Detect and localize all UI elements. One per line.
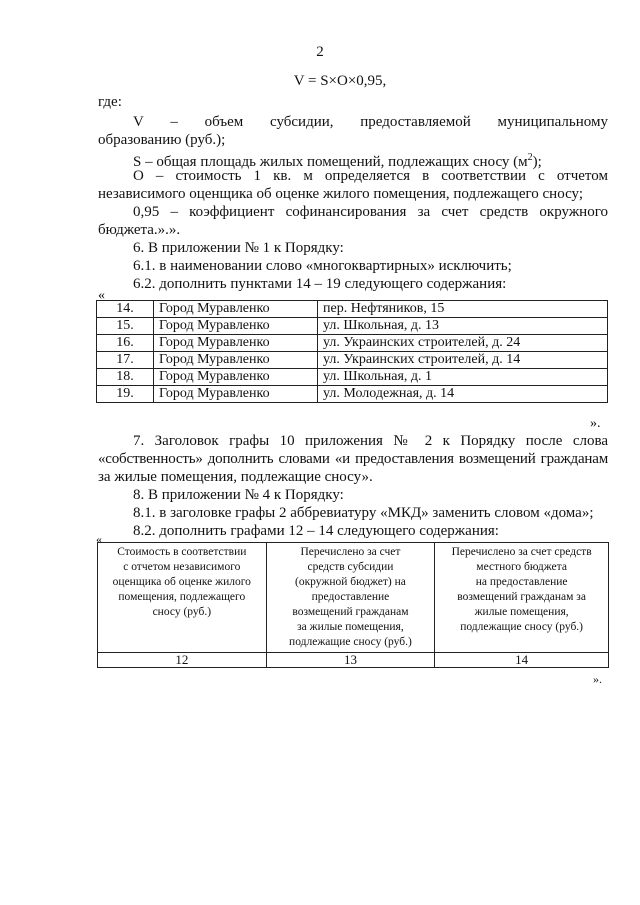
header-line: возмещений гражданам за bbox=[457, 591, 586, 603]
header-line: с отчетом независимого bbox=[123, 561, 241, 573]
page-number: 2 bbox=[316, 44, 324, 60]
header-line: местного бюджета bbox=[476, 561, 567, 573]
table-row bbox=[97, 335, 608, 352]
definition-o-line1: О – стоимость 1 кв. м определяется в соответствии с отчетом bbox=[133, 168, 608, 184]
definition-k-line2: бюджета.».». bbox=[98, 222, 181, 238]
row-address: ул. Школьная, д. 13 bbox=[318, 318, 608, 335]
item-7-line2: «собственность» дополнить словами «и предоставления возмещений гражданам bbox=[98, 451, 608, 467]
header-line: подлежащие сносу (руб.) bbox=[460, 621, 583, 633]
row-city: Город Муравленко bbox=[154, 352, 318, 369]
header-line: за жилые помещения, bbox=[297, 621, 404, 633]
row-address: пер. Нефтяников, 15 bbox=[318, 301, 608, 318]
definition-s-tail: ); bbox=[532, 154, 542, 170]
header-line: подлежащие сносу (руб.) bbox=[289, 636, 412, 648]
formula: V = S×O×0,95, bbox=[293, 73, 387, 89]
table-row bbox=[97, 352, 608, 369]
definition-v-line1: V – объем субсидии, предоставляемой муниципальному bbox=[133, 114, 608, 130]
quote-open-1: « bbox=[98, 288, 105, 303]
header-line: Стоимость в соответствии bbox=[117, 546, 247, 558]
item-7-line3: за жилые помещения, подлежащие сносу». bbox=[98, 469, 373, 485]
row-city: Город Муравленко bbox=[154, 369, 318, 386]
item-6-2: 6.2. дополнить пунктами 14 – 19 следующего содержания: bbox=[133, 276, 507, 292]
quote-open-2: « bbox=[96, 532, 102, 546]
column-14-header bbox=[435, 543, 609, 653]
table-header-row bbox=[98, 543, 609, 653]
row-number: 15. bbox=[97, 318, 154, 335]
row-number: 14. bbox=[97, 301, 154, 318]
item-7-line1: 7. Заголовок графы 10 приложения № 2 к Порядку после слова bbox=[133, 433, 608, 449]
header-line: оценщика об оценке жилого bbox=[112, 576, 251, 588]
header-line: Перечислено за счет средств bbox=[451, 546, 592, 558]
definition-k-line1: 0,95 – коэффициент софинансирования за счет средств окружного bbox=[133, 204, 608, 220]
row-city: Город Муравленко bbox=[154, 318, 318, 335]
item-8-2: 8.2. дополнить графами 12 – 14 следующего содержания: bbox=[133, 523, 499, 539]
row-number: 19. bbox=[97, 386, 154, 403]
row-number: 18. bbox=[97, 369, 154, 386]
header-line: на предоставление bbox=[475, 576, 568, 588]
item-8: 8. В приложении № 4 к Порядку: bbox=[133, 487, 344, 503]
table-row bbox=[97, 318, 608, 335]
definition-v-line2: образованию (руб.); bbox=[98, 132, 226, 148]
row-number: 17. bbox=[97, 352, 154, 369]
header-line: жилые помещения, bbox=[474, 606, 569, 618]
row-city: Город Муравленко bbox=[154, 386, 318, 403]
column-number: 13 bbox=[266, 653, 435, 668]
column-13-header bbox=[266, 543, 435, 653]
column-12-header bbox=[98, 543, 267, 653]
header-line: (окружной бюджет) на bbox=[295, 576, 406, 588]
row-address: ул. Школьная, д. 1 bbox=[318, 369, 608, 386]
header-line: средств субсидии bbox=[307, 561, 394, 573]
definition-s-superscript: 2 bbox=[527, 152, 533, 163]
header-line: помещения, подлежащего bbox=[118, 591, 246, 603]
row-city: Город Муравленко bbox=[154, 301, 318, 318]
row-address: ул. Молодежная, д. 14 bbox=[318, 386, 608, 403]
item-6-1: 6.1. в наименовании слово «многоквартирных» исключить; bbox=[133, 258, 512, 274]
definition-s-text: S – общая площадь жилых помещений, подлежащих сносу (м bbox=[133, 154, 528, 170]
item-8-1: 8.1. в заголовке графы 2 аббревиатуру «МКД» заменить словом «дома»; bbox=[133, 505, 594, 521]
table-row bbox=[97, 386, 608, 403]
header-line: сносу (руб.) bbox=[152, 606, 212, 618]
header-line: возмещений гражданам bbox=[292, 606, 409, 618]
column-number: 12 bbox=[98, 653, 267, 668]
row-address: ул. Украинских строителей, д. 14 bbox=[318, 352, 608, 369]
column-number: 14 bbox=[435, 653, 609, 668]
table-number-row bbox=[98, 653, 609, 668]
quote-close-2: ». bbox=[593, 672, 602, 686]
addresses-table bbox=[96, 300, 608, 403]
row-number: 16. bbox=[97, 335, 154, 352]
header-line: предоставление bbox=[311, 591, 390, 603]
item-6: 6. В приложении № 1 к Порядку: bbox=[133, 240, 344, 256]
where-label: где: bbox=[98, 94, 122, 110]
definition-o-line2: независимого оценщика об оценке жилого помещения, подлежащего сносу; bbox=[98, 186, 584, 202]
table-row bbox=[97, 369, 608, 386]
table-row bbox=[97, 301, 608, 318]
columns-table bbox=[97, 542, 609, 668]
row-city: Город Муравленко bbox=[154, 335, 318, 352]
quote-close-1: ». bbox=[590, 416, 601, 431]
header-line: Перечислено за счет bbox=[300, 546, 401, 558]
row-address: ул. Украинских строителей, д. 24 bbox=[318, 335, 608, 352]
